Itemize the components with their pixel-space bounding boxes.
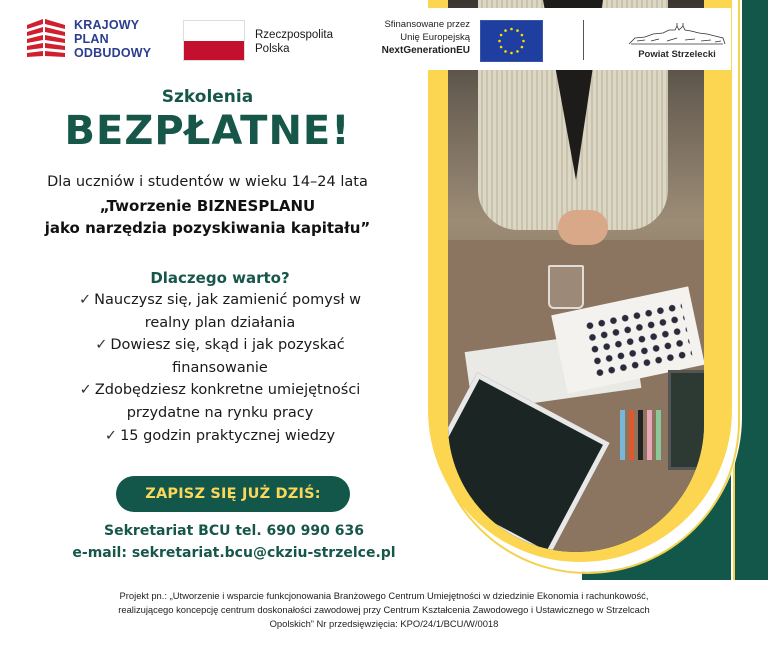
- workshop-photo: [448, 0, 704, 552]
- eu-line-3: NextGenerationEU: [381, 45, 470, 56]
- course-title-line-1: „Tworzenie BIZNESPLANU: [99, 197, 316, 215]
- contact-email: e-mail: sekretariat.bcu@ckziu-strzelce.pl: [72, 545, 396, 561]
- benefit-text: Dowiesz się, skąd i jak pozyskać: [110, 337, 345, 354]
- poland-flag-icon: [183, 20, 245, 61]
- benefit-text-cont: finansowanie: [172, 359, 268, 376]
- benefit-item: [30, 425, 410, 448]
- poland-line-1: Rzeczpospolita: [255, 29, 333, 41]
- headline: BEZPŁATNE!: [64, 108, 351, 154]
- kpo-line-3: ODBUDOWY: [74, 46, 152, 60]
- powiat-logo-text: Powiat Strzelecki: [638, 49, 716, 60]
- benefit-item: [30, 379, 410, 424]
- benefit-text: Nauczysz się, jak zamienić pomysł w: [94, 292, 361, 308]
- kpo-building-icon: [27, 19, 65, 59]
- poland-line-2: Polska: [255, 43, 290, 55]
- benefit-item: [30, 334, 410, 379]
- photo-glass: [548, 265, 584, 309]
- eu-flag-icon: [480, 20, 543, 62]
- footer-line-2: realizującego koncepcję centrum doskonałości zawodowej przy Centrum Kształcenia Zawodowego i Ustawicznego w Strzelcach: [118, 604, 650, 615]
- check-icon: ✓: [79, 292, 92, 308]
- eu-line-1: Sfinansowane przez: [384, 19, 470, 30]
- powiat-logo: [627, 22, 727, 60]
- powiat-castle-icon: [627, 22, 727, 48]
- benefits-list: [30, 289, 410, 447]
- poland-logo-text: [255, 28, 333, 56]
- benefit-item: [30, 289, 410, 334]
- kpo-line-2: PLAN: [74, 32, 109, 46]
- kpo-logo-text: [74, 18, 151, 60]
- logo-divider: [583, 20, 584, 60]
- benefits-heading: Dlaczego warto?: [150, 269, 290, 287]
- check-icon: ✓: [79, 382, 92, 399]
- eu-logo-text: [360, 18, 470, 57]
- kicker-text: Szkolenia: [161, 87, 254, 107]
- project-footer: [20, 589, 748, 631]
- footer-line-1: Projekt pn.: „Utworzenie i wsparcie funkcjonowania Branżowego Centrum Umiejętności w dziedzinie Ekonomia i rachunkowość,: [119, 590, 649, 601]
- benefit-text-cont: przydatne na rynku pracy: [126, 404, 314, 421]
- eu-line-2: Unię Europejską: [400, 32, 470, 43]
- check-icon: ✓: [95, 337, 108, 354]
- check-icon: ✓: [104, 427, 118, 444]
- kpo-line-1: KRAJOWY: [74, 18, 140, 32]
- contact-phone: Sekretariat BCU tel. 690 990 636: [104, 523, 364, 539]
- benefit-text-cont: realny plan działania: [144, 314, 296, 331]
- signup-cta-button[interactable]: ZAPISZ SIĘ JUŻ DZIŚ:: [116, 476, 350, 512]
- benefit-text: 15 godzin praktycznej wiedzy: [120, 427, 336, 444]
- course-title-line-2: jako narzędzia pozyskiwania kapitału”: [44, 219, 371, 237]
- benefit-text: Zdobędziesz konkretne umiejętności: [94, 382, 361, 399]
- photo-hand: [558, 210, 608, 245]
- audience-text: Dla uczniów i studentów w wieku 14–24 lata: [47, 174, 368, 190]
- footer-line-3: Opolskich” Nr przedsięwzięcia: KPO/24/1/BCU/W/0018: [269, 618, 499, 629]
- photo-tablet: [668, 370, 704, 470]
